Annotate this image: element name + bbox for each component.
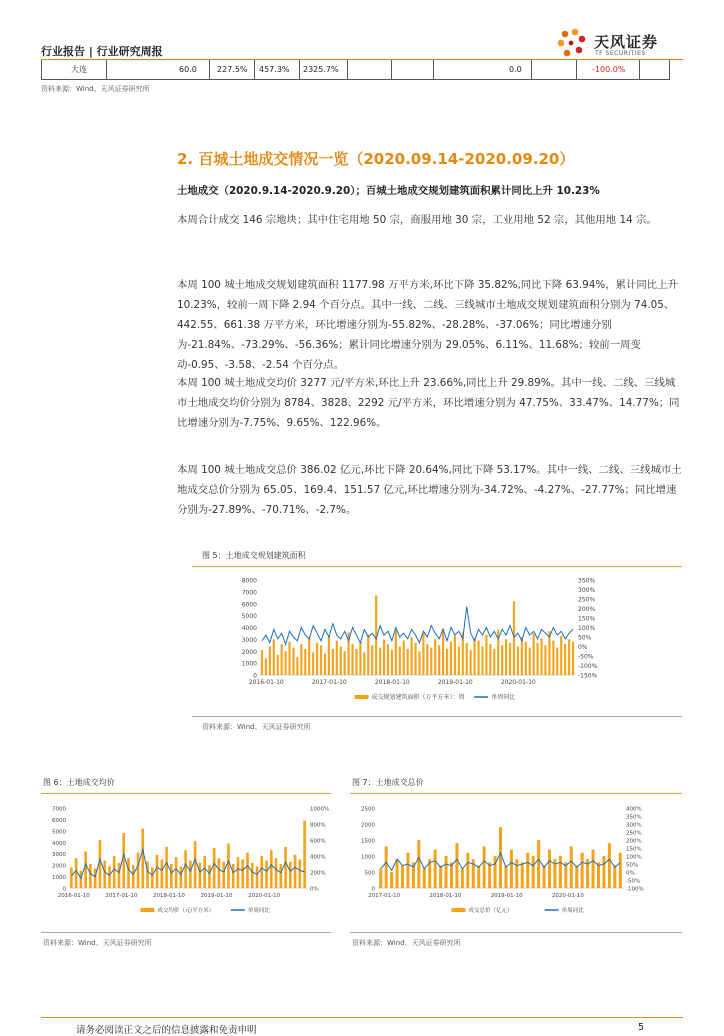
- paragraph: 本周 100 城土地成交均价 3277 元/平方米,环比上升 23.66%,同比上升 29.89%。其中一线、二线、三线城市土地成交均价分别为 8784、3828、2292 元/平方米，环比增速分别为 47.75%、33.47%、14.77%；同比增速分别为-7.75%、9.65%、122.96%。: [177, 377, 680, 429]
- y-tick-label: 8000: [241, 577, 257, 585]
- bar: [509, 643, 511, 675]
- y-tick-label: 2000: [52, 863, 66, 870]
- y-tick-label: 1500: [361, 838, 375, 845]
- bar: [581, 853, 584, 888]
- y2-tick-label: 600%: [310, 838, 326, 845]
- bar: [336, 641, 338, 675]
- bar: [461, 869, 464, 888]
- bar: [304, 649, 306, 675]
- y2-tick-label: 0%: [310, 886, 319, 893]
- y-tick-label: 4000: [241, 625, 257, 632]
- bar: [564, 862, 567, 888]
- figure-source: 资料来源：Wind、天风证券研究所: [352, 939, 461, 947]
- y-tick-label: 2500: [361, 806, 375, 813]
- y2-tick-label: -100%: [626, 886, 644, 893]
- bar: [401, 866, 404, 888]
- x-tick-label: 2017-01-10: [105, 893, 138, 899]
- chart-fig5: [192, 568, 682, 713]
- legend-label: 单周同比: [561, 908, 584, 914]
- y2-tick-label: -50%: [578, 653, 594, 661]
- bar: [351, 644, 353, 675]
- bar: [517, 647, 519, 676]
- figure-source: 资料来源：Wind、天风证券研究所: [43, 939, 152, 947]
- figure-rule: [41, 932, 331, 933]
- bar: [529, 648, 531, 675]
- bar: [289, 862, 292, 888]
- logo-petal: [572, 29, 579, 36]
- bar: [344, 651, 346, 675]
- table-divider: [254, 60, 255, 79]
- bar: [273, 639, 275, 675]
- bar: [246, 853, 249, 888]
- bar: [387, 644, 389, 675]
- bar: [275, 858, 278, 888]
- bar: [299, 859, 302, 888]
- bar: [256, 866, 259, 888]
- x-tick-label: 2016-01-10: [57, 893, 90, 899]
- logo-flower-icon: [558, 29, 586, 57]
- bar: [481, 647, 483, 676]
- bar: [213, 848, 216, 888]
- logo-petal: [558, 40, 565, 47]
- bar: [510, 850, 513, 888]
- y-tick-label: 0: [62, 886, 66, 893]
- bar: [391, 650, 393, 675]
- bar: [537, 643, 539, 675]
- y2-tick-label: -50%: [626, 878, 641, 885]
- page-number: 5: [638, 1022, 645, 1033]
- y2-tick-label: 150%: [626, 846, 642, 853]
- table-divider: [433, 60, 434, 79]
- bar: [285, 651, 287, 675]
- table-cell: 457.3%: [259, 65, 290, 74]
- bar: [458, 647, 460, 676]
- bar: [403, 641, 405, 675]
- bar: [445, 856, 448, 888]
- bar: [251, 863, 254, 888]
- bar: [296, 657, 298, 675]
- bar: [540, 638, 542, 675]
- bar: [122, 833, 125, 888]
- paragraph: 本周 100 城土地成交规划建筑面积 1177.98 万平方米,环比下降 35.82%,同比下降 63.94%，累计同比上升 10.23%，较前一周下降 2.94 个百分点。其中一线、二线、三线城市土地成交规划建筑面积分别为 74.05、442.55、661.38 万平方米，环比增速分别为-55.82%、-28.28%、-37.06%；同比增速分别为-21.84%、-73.29%、-56.36%；累计同比增速分别为 29.05%、6.11%、11.68%；较前一周变动-0.95、-3.58、-2.54 个百分点。: [177, 279, 678, 371]
- footer-rule: [41, 1017, 683, 1018]
- logo-center: [569, 41, 574, 46]
- bar: [308, 638, 310, 675]
- chart-fig6: [41, 796, 331, 926]
- bar: [455, 843, 458, 888]
- y-tick-label: 1000: [241, 660, 257, 668]
- bar: [544, 645, 546, 675]
- bar: [466, 643, 468, 675]
- bar: [332, 649, 334, 675]
- y2-tick-label: 400%: [626, 806, 642, 813]
- y-tick-label: 1000: [52, 875, 66, 882]
- table-divider: [531, 60, 532, 79]
- bar: [84, 851, 87, 888]
- bar: [559, 856, 562, 888]
- bar: [466, 853, 469, 888]
- y-tick-label: 500: [364, 870, 375, 877]
- table-divider: [639, 60, 640, 79]
- bar: [399, 647, 401, 676]
- bar: [470, 650, 472, 675]
- x-tick-label: 2020-01-10: [500, 679, 536, 686]
- bar: [359, 642, 361, 675]
- y2-tick-label: 100%: [578, 625, 596, 632]
- legend-swatch: [140, 908, 154, 912]
- y-tick-label: 3000: [241, 636, 257, 644]
- bar: [316, 643, 318, 675]
- bar: [493, 649, 495, 675]
- x-tick-label: 2019-01-10: [490, 893, 523, 899]
- x-tick-label: 2020-01-10: [248, 893, 281, 899]
- x-tick-label: 2018-01-10: [374, 679, 410, 686]
- bar: [560, 636, 562, 675]
- bar: [367, 635, 369, 675]
- bar: [525, 642, 527, 675]
- table-cell: -100.0%: [592, 65, 626, 74]
- bar: [613, 866, 616, 888]
- x-tick-label: 2020-01-10: [551, 893, 584, 899]
- x-tick-label: 2019-01-10: [200, 893, 233, 899]
- bar: [407, 649, 409, 675]
- y2-tick-label: 0%: [578, 644, 588, 651]
- bar: [572, 642, 574, 675]
- bar: [80, 871, 83, 888]
- bar: [592, 850, 595, 888]
- bar: [515, 859, 518, 888]
- bar: [450, 862, 453, 888]
- section-title: 2. 百城土地成交情况一览（2020.09.14-2020.09.20）: [177, 150, 575, 168]
- y-tick-label: 5000: [52, 829, 66, 836]
- y2-tick-label: 250%: [578, 596, 596, 604]
- bar: [570, 846, 573, 888]
- bar: [194, 841, 197, 888]
- bar: [489, 644, 491, 675]
- table-cell: 60.0: [179, 65, 197, 74]
- bar: [312, 652, 314, 675]
- footer-disclaimer: 请务必阅读正文之后的信息披露和免责申明: [76, 1025, 257, 1036]
- y2-tick-label: 300%: [626, 822, 642, 829]
- table-cell: 2325.7%: [303, 65, 339, 74]
- y-tick-label: 2000: [241, 648, 257, 656]
- chart-fig7: [350, 796, 682, 926]
- bar: [526, 853, 529, 888]
- x-tick-label: 2017-01-10: [311, 679, 347, 686]
- y2-tick-label: 200%: [626, 838, 642, 845]
- y-tick-label: 1000: [361, 854, 375, 861]
- bar: [232, 864, 235, 888]
- figure-rule: [350, 793, 682, 794]
- x-tick-label: 2016-01-10: [248, 679, 284, 686]
- table-divider: [41, 60, 42, 79]
- bar: [485, 635, 487, 675]
- bar: [426, 644, 428, 675]
- legend-label: 单周同比: [491, 694, 516, 701]
- y-tick-label: 6000: [241, 601, 257, 609]
- bar: [597, 862, 600, 888]
- y2-tick-label: 400%: [310, 854, 326, 861]
- logo-petal: [562, 31, 569, 38]
- y-tick-label: 5000: [241, 613, 257, 621]
- y2-tick-label: 150%: [578, 615, 596, 623]
- y2-tick-label: 800%: [310, 822, 326, 829]
- bar: [483, 846, 486, 888]
- y2-tick-label: 200%: [310, 870, 326, 877]
- bar: [180, 866, 183, 888]
- bar: [127, 858, 130, 888]
- table-divider: [299, 60, 300, 79]
- bar: [156, 855, 159, 888]
- legend-label: 成交总价（亿元）: [468, 908, 513, 914]
- paragraph: 本周合计成交 146 宗地块；其中住宅用地 50 宗，商服用地 30 宗，工业用地 52 宗，其他用地 14 宗。: [177, 214, 657, 226]
- x-tick-label: 2019-01-10: [437, 679, 473, 686]
- legend-swatch: [355, 695, 369, 699]
- x-tick-label: 2018-01-10: [152, 893, 185, 899]
- bar: [414, 643, 416, 675]
- figure-caption: 图 5：土地成交规划建筑面积: [202, 551, 306, 560]
- bar: [137, 853, 140, 888]
- y-tick-label: 3000: [52, 852, 66, 859]
- bar: [292, 648, 294, 675]
- legend-swatch: [452, 908, 466, 912]
- legend-label: 成交均价（元/平方米）: [157, 908, 215, 914]
- bar: [355, 649, 357, 675]
- table-divider: [669, 60, 670, 79]
- bar: [281, 644, 283, 675]
- logo-name-cn: 天风证券: [594, 33, 659, 51]
- bar: [521, 637, 523, 675]
- bar: [284, 847, 287, 888]
- table-cell-city: 大连: [71, 65, 87, 74]
- table-divider: [391, 60, 392, 79]
- bar: [265, 861, 268, 888]
- figure-caption: 图 6：土地成交均价: [43, 778, 115, 787]
- bar: [288, 642, 290, 675]
- bar: [454, 636, 456, 675]
- bar: [499, 827, 502, 888]
- bar: [269, 647, 271, 676]
- bar: [501, 645, 503, 675]
- bar: [568, 639, 570, 675]
- paragraph: 本周 100 城土地成交总价 386.02 亿元,环比下降 20.64%,同比下降 53.17%。其中一线、二线、三线城市土地成交总价分别为 65.05、169.4、151.57 亿元,环比增速分别为-34.72%、-4.27%、-27.77%；同比增速分别为-27.89%、-70.71%、-2.7%。: [177, 464, 682, 516]
- bar: [218, 858, 221, 888]
- bar: [237, 857, 240, 888]
- bar: [294, 855, 297, 888]
- table-divider: [347, 60, 348, 79]
- table-divider: [576, 60, 577, 79]
- legend-label: 单周同比: [247, 908, 270, 914]
- bar: [406, 853, 409, 888]
- bar: [170, 864, 173, 888]
- bar: [94, 869, 97, 888]
- y2-tick-label: -150%: [578, 672, 598, 680]
- bar: [261, 650, 263, 675]
- bar: [70, 867, 73, 888]
- lead-paragraph: 土地成交（2020.9.14-2020.9.20）；百城土地成交规划建筑面积累计同比上升 10.23%: [177, 185, 600, 197]
- y-tick-label: 6000: [52, 817, 66, 824]
- figure-rule: [192, 566, 682, 567]
- table-source: 资料来源：Wind、天风证券研究所: [41, 85, 150, 93]
- bar: [199, 863, 202, 888]
- y2-tick-label: 50%: [626, 862, 639, 869]
- bar: [379, 648, 381, 675]
- bar: [442, 629, 444, 675]
- bar: [320, 645, 322, 675]
- bar: [513, 601, 515, 675]
- logo-petal: [564, 50, 571, 57]
- bar: [418, 651, 420, 675]
- bar: [363, 652, 365, 675]
- bar: [575, 866, 578, 888]
- bar: [340, 647, 342, 676]
- bar: [450, 642, 452, 675]
- bar: [619, 853, 622, 888]
- table-divider: [209, 60, 210, 79]
- bar: [602, 856, 605, 888]
- bar: [423, 869, 426, 888]
- bar: [434, 850, 437, 888]
- y2-tick-label: 50%: [578, 634, 592, 642]
- bar: [108, 866, 111, 888]
- table-cell: 227.5%: [217, 65, 248, 74]
- bar: [556, 648, 558, 675]
- bar: [533, 633, 535, 675]
- y-tick-label: 7000: [52, 806, 66, 813]
- bar: [89, 864, 92, 888]
- logo-petal: [579, 36, 586, 43]
- bar: [521, 862, 524, 888]
- bar: [385, 846, 388, 888]
- bar: [390, 872, 393, 888]
- bar: [537, 840, 540, 888]
- bar: [324, 654, 326, 675]
- bar: [161, 859, 164, 888]
- bar: [303, 821, 306, 888]
- figure-rule: [350, 932, 682, 933]
- bar: [75, 858, 78, 888]
- bar: [165, 847, 168, 888]
- bar: [543, 866, 546, 888]
- bar: [439, 866, 442, 888]
- x-tick-label: 2017-01-10: [368, 893, 401, 899]
- bar: [241, 859, 244, 888]
- bar: [477, 866, 480, 888]
- bar: [113, 856, 116, 888]
- y-tick-label: 7000: [241, 589, 257, 597]
- bar: [328, 636, 330, 675]
- y2-tick-label: 1000%: [310, 806, 330, 813]
- y-tick-label: 2000: [361, 822, 375, 829]
- bar: [548, 850, 551, 888]
- y2-tick-label: 100%: [626, 854, 642, 861]
- bar: [395, 630, 397, 675]
- figure-source: 资料来源：Wind、天风证券研究所: [202, 723, 311, 731]
- y2-tick-label: 200%: [578, 606, 596, 613]
- y2-tick-label: 0%: [626, 870, 635, 877]
- bar: [280, 864, 283, 888]
- logo-petal: [576, 47, 583, 54]
- bar: [396, 859, 399, 888]
- figure-rule: [41, 793, 331, 794]
- bar: [438, 645, 440, 675]
- legend-label: 成交规划建筑面积（万平方米）：周: [371, 694, 465, 701]
- bar: [222, 862, 225, 888]
- bar: [488, 862, 491, 888]
- bar: [379, 869, 382, 888]
- bar: [277, 655, 279, 675]
- bar: [383, 639, 385, 675]
- bar: [430, 648, 432, 675]
- y-tick-label: 4000: [52, 840, 66, 847]
- y2-tick-label: -100%: [578, 663, 598, 670]
- y-tick-label: 0: [253, 672, 257, 680]
- bar: [103, 861, 106, 888]
- figure-caption: 图 7：土地成交总价: [352, 778, 424, 787]
- bar: [175, 857, 178, 888]
- bar: [118, 863, 121, 888]
- bar: [300, 644, 302, 675]
- bar: [552, 641, 554, 675]
- bar: [422, 633, 424, 675]
- bar: [411, 637, 413, 675]
- bar: [446, 649, 448, 675]
- bar: [417, 840, 420, 888]
- bar: [132, 865, 135, 888]
- y2-tick-label: 300%: [578, 587, 596, 594]
- y2-tick-label: 350%: [578, 577, 596, 585]
- logo-name-en: TF SECURITIES: [595, 50, 646, 57]
- table-divider: [106, 60, 107, 79]
- series-line: [71, 850, 304, 879]
- y2-tick-label: 250%: [626, 830, 642, 837]
- series-line: [262, 607, 573, 645]
- y2-tick-label: 350%: [626, 814, 642, 821]
- bar: [532, 856, 535, 888]
- figure-rule: [192, 716, 682, 717]
- bar: [270, 850, 273, 888]
- report-header: 行业报告 | 行业研究周报: [41, 45, 163, 58]
- bar: [203, 856, 206, 888]
- x-tick-label: 2018-01-10: [429, 893, 462, 899]
- bar: [227, 843, 230, 888]
- bar: [477, 641, 479, 675]
- bar: [151, 867, 154, 888]
- bar: [141, 829, 144, 888]
- table-row: [41, 60, 670, 80]
- bar: [474, 638, 476, 675]
- bar: [371, 645, 373, 675]
- bar: [208, 865, 211, 888]
- y-tick-label: 0: [371, 886, 375, 893]
- bar: [504, 866, 507, 888]
- bar: [564, 644, 566, 675]
- table-cell: 0.0: [509, 65, 522, 74]
- bar: [184, 850, 187, 888]
- bar: [265, 658, 267, 675]
- bar: [260, 856, 263, 888]
- bar: [505, 639, 507, 675]
- bar: [189, 861, 192, 888]
- bar: [608, 843, 611, 888]
- bar: [434, 639, 436, 675]
